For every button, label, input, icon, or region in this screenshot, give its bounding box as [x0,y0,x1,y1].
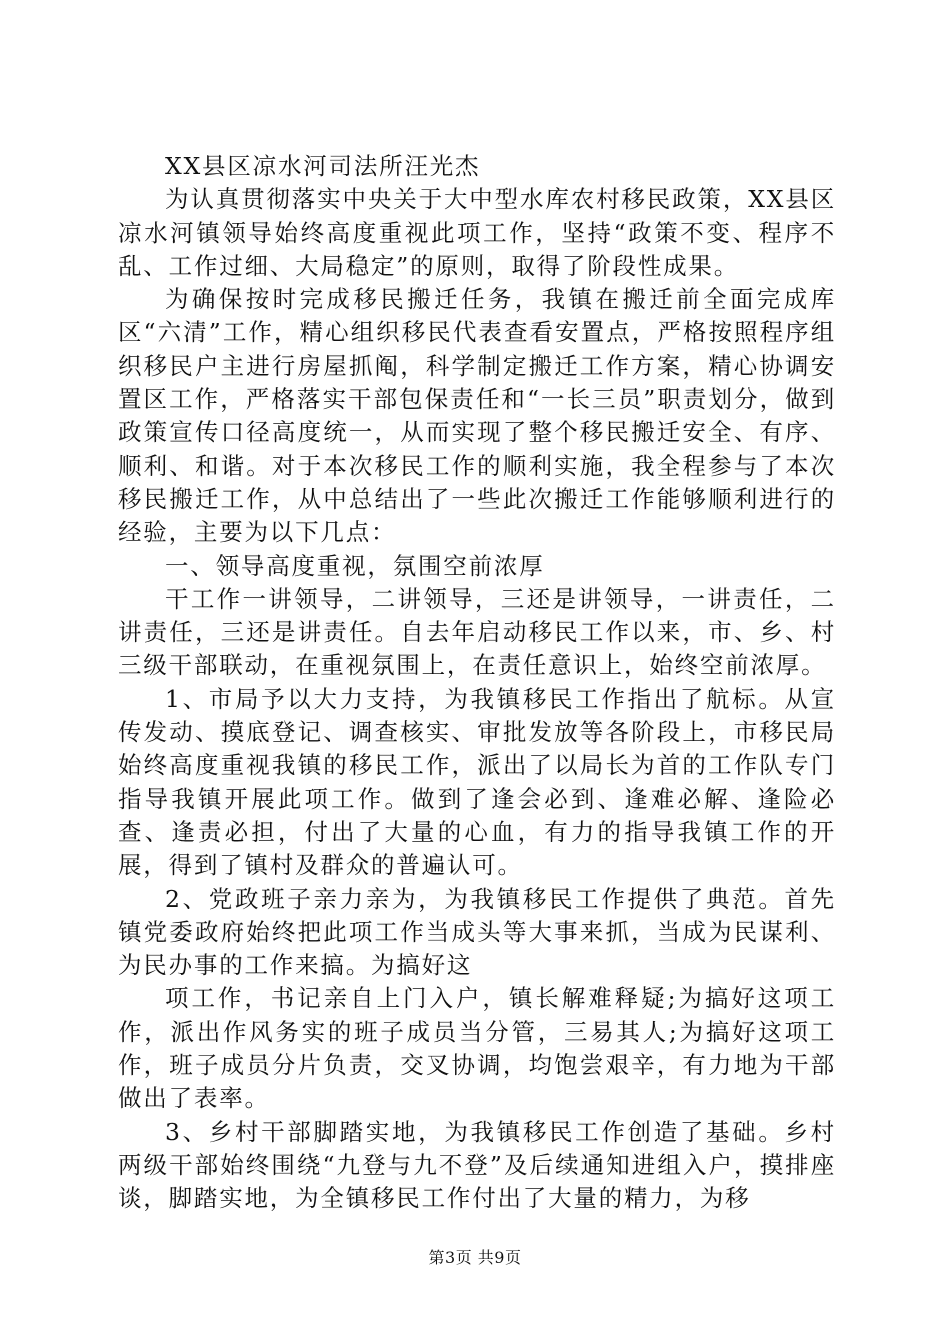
point-1-paragraph: 1、市局予以大力支持，为我镇移民工作指出了航标。从宣传发动、摸底登记、调查核实、审批发放等各阶段上，市移民局始终高度重视我镇的移民工作，派出了以局长为首的工作队专门指导我镇开展此项工作。做到了逢会必到、逢难必解、逢险必查、逢责必担，付出了大量的心血，有力的指导我镇工作的开展，得到了镇村及群众的普遍认可。 [118,684,836,880]
document-body [118,150,836,1216]
leadership-paragraph: 干工作一讲领导，二讲领导，三还是讲领导，一讲责任，二讲责任，三还是讲责任。自去年启动移民工作以来，市、乡、村三级干部联动，在重视氛围上，在责任意识上，始终空前浓厚。 [118,584,836,680]
section-heading-1: 一、领导高度重视，氛围空前浓厚 [165,551,545,580]
point-2-continued-paragraph: 项工作，书记亲自上门入户，镇长解难释疑;为搞好这项工作，派出作风务实的班子成员当分管，三易其人;为搞好这项工作，班子成员分片负责，交叉协调，均饱尝艰辛，有力地为干部做出了表率。 [118,984,836,1113]
point-3-paragraph: 3、乡村干部脚踏实地，为我镇移民工作创造了基础。乡村两级干部始终围绕“九登与九不登”及后续通知进组入户，摸排座谈，脚踏实地，为全镇移民工作付出了大量的精力，为移 [118,1117,836,1213]
page-number-footer: 第3页 共9页 [428,1248,522,1267]
intro-paragraph: 为认真贯彻落实中央关于大中型水库农村移民政策，XX县区凉水河镇领导始终高度重视此项工作，坚持“政策不变、程序不乱、工作过细、大局稳定”的原则，取得了阶段性成果。 [118,185,836,280]
point-2-paragraph: 2、党政班子亲力亲为，为我镇移民工作提供了典范。首先镇党委政府始终把此项工作当成头等大事来抓，当成为民谋利、为民办事的工作来搞。为搞好这 [118,884,836,980]
relocation-paragraph: 为确保按时完成移民搬迁任务，我镇在搬迁前全面完成库区“六清”工作，精心组织移民代表查看安置点，严格按照程序组织移民户主进行房屋抓阄，科学制定搬迁工作方案，精心协调安置区工作，严格落实干部包保责任和“一长三员”职责划分，做到政策宣传口径高度统一，从而实现了整个移民搬迁安全、有序、顺利、和谐。对于本次移民工作的顺利实施，我全程参与了本次移民搬迁工作，从中总结出了一些此次搬迁工作能够顺利进行的经验，主要为以下几点： [118,285,836,547]
author-line: XX县区凉水河司法所汪光杰 [165,152,481,180]
